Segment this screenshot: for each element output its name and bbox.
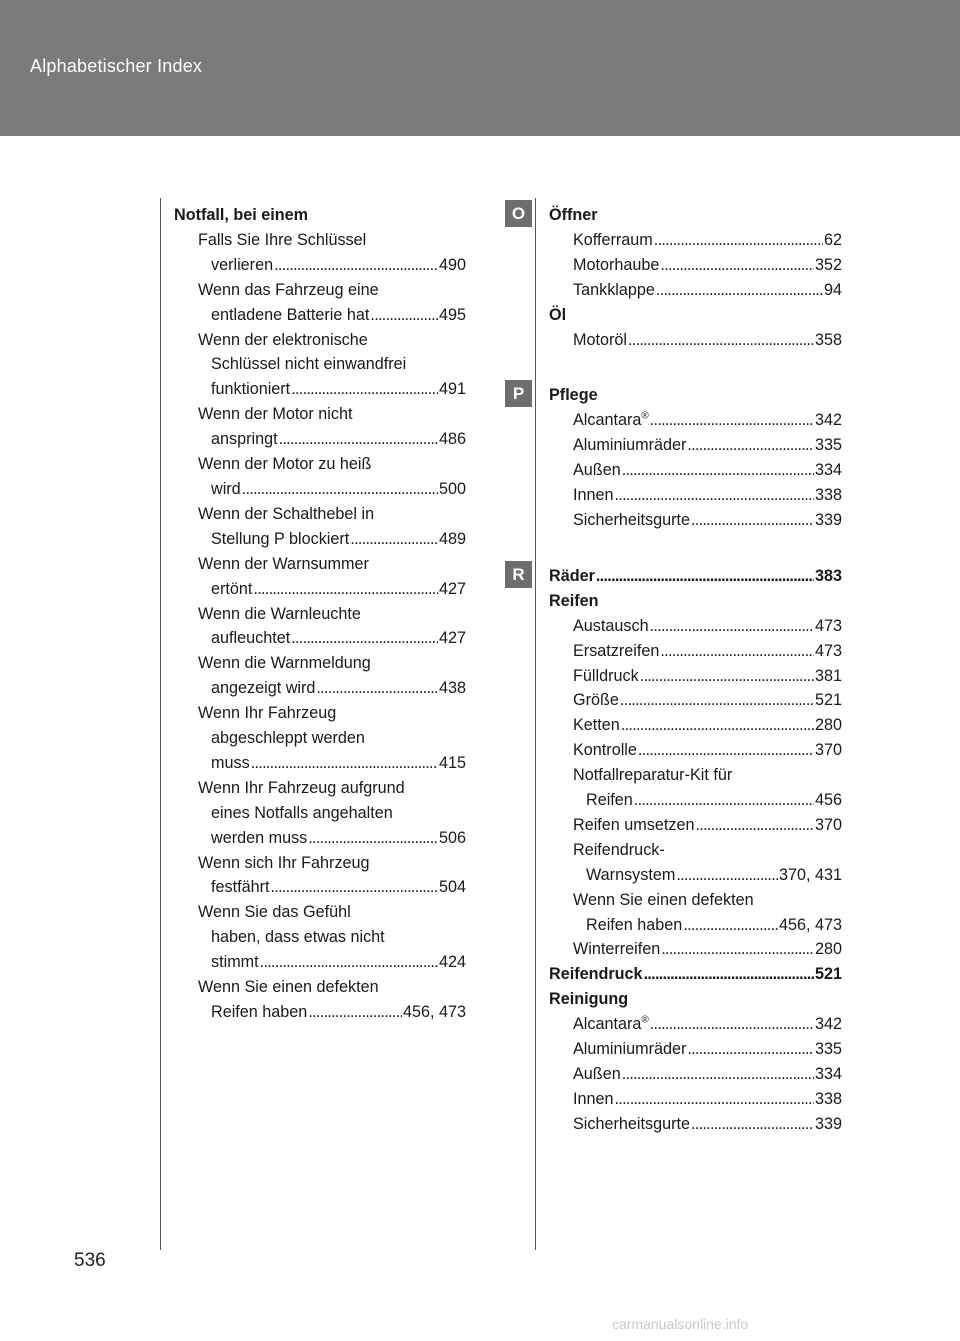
index-entry: Außen . . . 334 <box>535 458 842 483</box>
index-entry: Sicherheitsgurte . . . 339 <box>535 508 842 533</box>
section-letter-r: R <box>505 561 532 588</box>
page-ref: 424 <box>438 953 466 972</box>
page-ref: 415 <box>438 753 466 772</box>
index-entry: Sicherheitsgurte . . . 339 <box>535 1112 842 1137</box>
page-ref: 370 <box>814 741 842 760</box>
index-heading: Reinigung <box>549 990 629 1009</box>
page-ref: 381 <box>814 666 842 685</box>
watermark: carmanualsonline.info <box>612 1316 749 1332</box>
index-entry: Motorhaube . . . 352 <box>535 253 842 278</box>
page-ref: 62 <box>823 230 842 249</box>
index-entry: Fülldruck . . . 381 <box>535 664 842 689</box>
header-title: Alphabetischer Index <box>30 56 203 76</box>
page-ref: 427 <box>438 629 466 648</box>
index-entry: Aluminiumräder . . . 335 <box>535 433 842 458</box>
page-ref: 352 <box>814 255 842 274</box>
page-ref: 438 <box>438 679 466 698</box>
section-letter-p: P <box>505 380 532 407</box>
page-header <box>0 0 960 136</box>
index-entry: Wenn der Motor zu heiß wird . . . 500 <box>160 452 466 502</box>
page-ref: 427 <box>438 579 466 598</box>
index-entry: Innen . . . 338 <box>535 483 842 508</box>
index-entry: Ketten . . . 280 <box>535 713 842 738</box>
page-ref: 506 <box>438 828 466 847</box>
index-entry: Wenn das Fahrzeug eine entladene Batterie hat . . . 495 <box>160 278 466 328</box>
index-entry: Motoröl . . . 358 <box>535 328 842 353</box>
index-entry: Kofferraum . . . 62 <box>535 228 842 253</box>
index-entry: Alcantara® . . . 342 <box>535 408 842 433</box>
page-ref: 280 <box>814 940 842 959</box>
index-entry: Austausch . . . 473 <box>535 614 842 639</box>
index-entry: Wenn der elektronische Schlüssel nicht einwandfrei funktioniert . . . 491 <box>160 328 466 403</box>
index-heading: Öffner <box>549 206 598 224</box>
page-ref: 339 <box>814 1114 842 1133</box>
page-ref: 358 <box>814 330 842 349</box>
page-ref: 335 <box>814 1040 842 1059</box>
page-ref: 504 <box>438 878 466 897</box>
index-entry: Außen . . . 334 <box>535 1062 842 1087</box>
index-entry: Wenn sich Ihr Fahrzeug festfährt . . . 504 <box>160 851 466 901</box>
index-heading: Öl <box>549 305 567 324</box>
index-heading: Räder . . . 383 <box>535 564 842 589</box>
page-ref: 370, 431 <box>778 865 842 884</box>
page-ref: 521 <box>814 691 842 710</box>
index-entry: Wenn Sie einen defekten Reifen haben . . . 456, 473 <box>535 888 842 938</box>
index-entry: Falls Sie Ihre Schlüssel verlieren . . . 490 <box>160 228 466 278</box>
page-ref: 473 <box>814 641 842 660</box>
index-heading: Reifendruck . . . 521 <box>535 962 842 987</box>
page-ref: 94 <box>823 280 842 299</box>
index-entry: Wenn der Schalthebel in Stellung P blockiert . . . 489 <box>160 502 466 552</box>
page-ref: 456 <box>814 791 842 810</box>
page-ref: 338 <box>814 486 842 505</box>
page-ref: 473 <box>814 616 842 635</box>
page-ref: 456, 473 <box>778 915 842 934</box>
page-ref: 486 <box>438 430 466 449</box>
page-ref: 334 <box>814 1065 842 1083</box>
index-entry: Wenn Sie das Gefühl haben, dass etwas nicht stimmt . . . 424 <box>160 900 466 975</box>
index-heading: Pflege <box>549 386 598 405</box>
page-ref: 490 <box>438 255 466 274</box>
index-heading: Notfall, bei einem <box>174 206 309 224</box>
page-ref: 339 <box>814 510 842 529</box>
index-entry: Reifendruck- Warnsystem . . . 370, 431 <box>535 838 842 888</box>
page-ref: 500 <box>438 479 466 498</box>
index-entry: Wenn der Warnsummer ertönt . . . 427 <box>160 552 466 602</box>
page-ref: 491 <box>438 380 466 399</box>
page-ref: 489 <box>438 529 466 548</box>
index-entry: Wenn die Warnmeldung angezeigt wird . . . 438 <box>160 651 466 701</box>
page-ref: 370 <box>814 815 842 834</box>
index-column-right <box>535 203 842 1137</box>
index-entry: Aluminiumräder . . . 335 <box>535 1037 842 1062</box>
page-ref: 280 <box>814 716 842 735</box>
page-ref: 342 <box>814 1015 842 1034</box>
index-entry: Tankklappe . . . 94 <box>535 278 842 303</box>
page-ref: 342 <box>814 411 842 430</box>
page-ref: 334 <box>814 461 842 480</box>
index-entry: Reifen umsetzen . . . 370 <box>535 813 842 838</box>
page-ref: 338 <box>814 1089 842 1108</box>
index-entry: Wenn Ihr Fahrzeug aufgrund eines Notfalls angehalten werden muss . . . 506 <box>160 776 466 851</box>
index-entry: Größe . . . 521 <box>535 688 842 713</box>
index-heading: Reifen <box>549 591 599 610</box>
page-number: 536 <box>74 1250 106 1271</box>
index-entry: Alcantara® . . . 342 <box>535 1012 842 1037</box>
section-letter-o: O <box>505 200 532 227</box>
page-ref: 495 <box>438 305 466 324</box>
index-column-left <box>160 203 466 1025</box>
page-ref: 456, 473 <box>402 1003 466 1021</box>
index-entry: Wenn Sie einen defekten Reifen haben . . . 456, 473 <box>160 975 466 1025</box>
page-ref: 335 <box>814 436 842 455</box>
index-entry: Wenn die Warnleuchte aufleuchtet . . . 427 <box>160 602 466 652</box>
index-entry: Notfallreparatur-Kit für Reifen . . . 456 <box>535 763 842 813</box>
index-entry: Ersatzreifen . . . 473 <box>535 639 842 664</box>
page-ref: 521 <box>814 965 842 984</box>
index-entry: Winterreifen . . . 280 <box>535 937 842 962</box>
index-entry: Kontrolle . . . 370 <box>535 738 842 763</box>
index-entry: Wenn der Motor nicht anspringt . . . 486 <box>160 402 466 452</box>
index-entry: Innen . . . 338 <box>535 1087 842 1112</box>
page-ref: 383 <box>814 566 842 585</box>
index-entry: Wenn Ihr Fahrzeug abgeschleppt werden muss . . . 415 <box>160 701 466 776</box>
